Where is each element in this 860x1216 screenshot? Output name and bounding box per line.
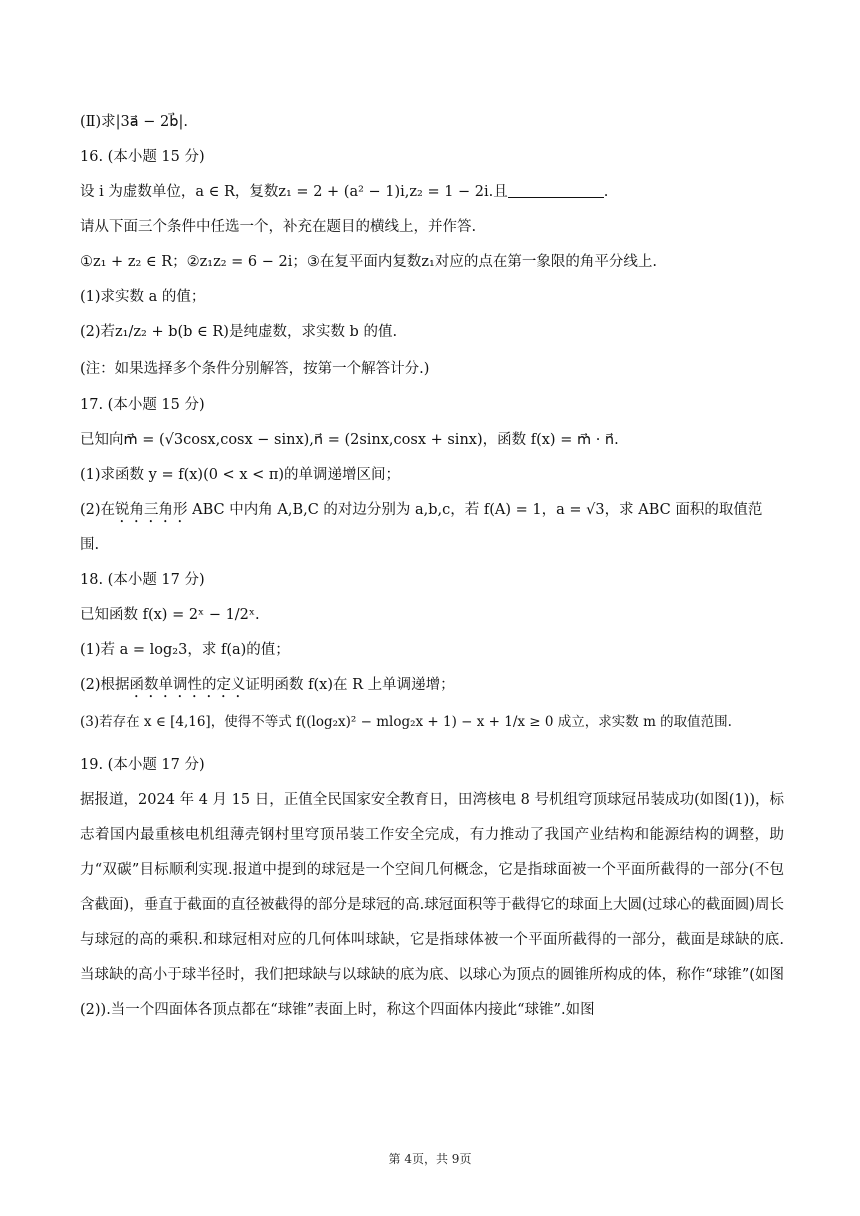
q15-part2: (Ⅱ)求|3a⃗ − 2b⃗|. — [80, 114, 188, 130]
q18-header: 18. (本小题 17 分) — [80, 572, 205, 588]
q18-part1: (1)若 a = log₂3，求 f(a)的值； — [80, 642, 290, 658]
q17-stem: 已知向m⃗ = (√3cosx,cosx − sinx),n⃗ = (2sinx,cosx + sinx)，函数 f(x) = m⃗ · n⃗. — [80, 432, 619, 448]
q16-note: (注：如果选择多个条件分别解答，按第一个解答计分.) — [80, 361, 430, 377]
emphasized-term: 锐角三角形 — [115, 502, 188, 518]
q17-part1: (1)求函数 y = f(x)(0 < x < π)的单调递增区间； — [80, 467, 401, 483]
q16-conditions: ①z₁ + z₂ ∈ R；②z₁z₂ = 6 − 2i；③在复平面内复数z₁对应的点在第一象限的角平分线上. — [80, 254, 657, 270]
page-footer: 第 4页，共 9页 — [388, 1152, 472, 1166]
q17-part2-cont: 围. — [80, 537, 100, 553]
q17-part2: (2)在锐角三角形 ABC 中内角 A,B,C 的对边分别为 a,b,c，若 f(A) = 1，a = √3，求 ABC 面积的取值范 — [80, 502, 763, 518]
emphasized-term: 函数单调性的定义 — [129, 677, 246, 693]
q16-part1: (1)求实数 a 的值； — [80, 289, 206, 305]
q16-header: 16. (本小题 15 分) — [80, 149, 205, 165]
q18-part3: (3)若存在 x ∈ [4,16]，使得不等式 f((log₂x)² − mlog₂x + 1) − x + 1/x ≥ 0 成立，求实数 m 的取值范围. — [80, 714, 732, 730]
q16-instruction: 请从下面三个条件中任选一个，补充在题目的横线上，并作答. — [80, 219, 477, 235]
q18-stem: 已知函数 f(x) = 2ˣ − 1/2ˣ. — [80, 607, 260, 623]
q16-part2: (2)若z₁/z₂ + b(b ∈ R)是纯虚数，求实数 b 的值. — [80, 324, 398, 340]
answer-blank — [508, 183, 604, 198]
q17-header: 17. (本小题 15 分) — [80, 397, 205, 413]
q16-stem: 设 i 为虚数单位，a ∈ R，复数z₁ = 2 + (a² − 1)i,z₂ = 1 − 2i.且 . — [80, 184, 609, 200]
q18-part2: (2)根据函数单调性的定义证明函数 f(x)在 R 上单调递增； — [80, 677, 455, 693]
q19-body: 据报道，2024 年 4 月 15 日，正值全民国家安全教育日，田湾核电 8 号机组穹顶球冠吊装成功(如图(1))，标志着国内最重核电机组薄壳钢村里穹顶吊装工作安全完成，有力推动了我国产业结构和能源结构的调整，助力“双碳”目标顺利实现.报道中提到的球冠是一个空间几何概念，它是指球面被一个平面所截得的一部分(不包含截面)，垂直于截面的直径被截得的部分是球冠的高.球冠面积等于截得它的球面上大圆(过球心的截面圆)周长与球冠的高的乘积.和球冠相对应的几何体叫球缺，它是指球体被一个平面所截得的一部分，截面是球缺的底.当球缺的高小于球半径时，我们把球缺与以球缺的底为底、以球心为顶点的圆锥所构成的体，称作“球锥”(如图(2)).当一个四面体各顶点都在“球锥”表面上时，称这个四面体内接此“球锥”.如图 — [80, 792, 784, 1018]
q19-header: 19. (本小题 17 分) — [80, 757, 205, 773]
